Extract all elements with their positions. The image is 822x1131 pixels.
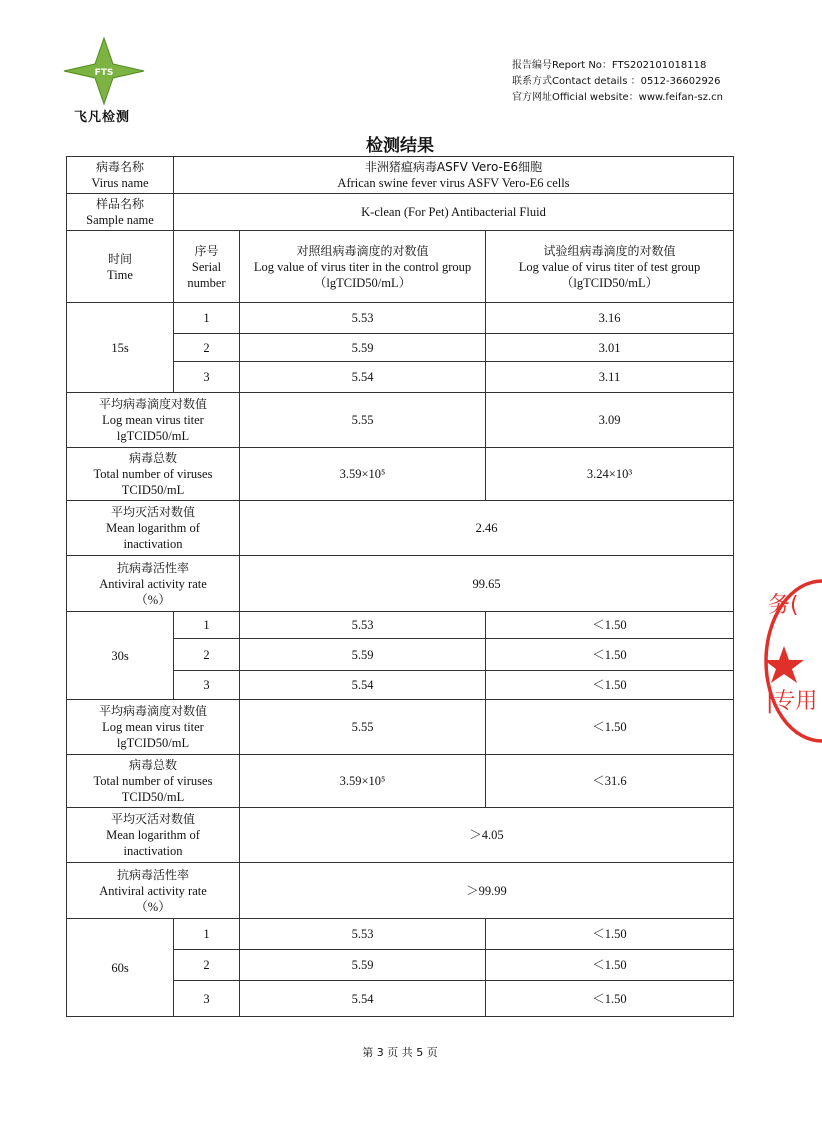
rate-label-en: Antiviral activity rate: [99, 576, 207, 591]
rate-label-unit: （%）: [135, 592, 171, 607]
mean-titer-label-cn: 平均病毒滴度对数值: [98, 704, 207, 718]
activity-rate-row: [67, 556, 734, 612]
time-cell: 30s: [67, 612, 174, 700]
serial-cell: 1: [174, 919, 240, 950]
logo-text: FTS: [94, 68, 114, 78]
mean-inact-label-cn: 平均灭活对数值: [110, 812, 195, 826]
sample-label-en: Sample name: [86, 213, 154, 227]
virus-label-cn: 病毒名称: [95, 160, 144, 174]
rate-label-cn: 抗病毒活性率: [116, 867, 189, 882]
time-cell: 60s: [67, 919, 174, 1017]
mean-inact-label-en2: inactivation: [123, 537, 183, 551]
serial-cell: 2: [174, 950, 240, 981]
mean-inact-label-cn: 平均灭活对数值: [110, 505, 195, 519]
test-header-cn: 试验组病毒滴度的对数值: [543, 243, 676, 258]
mean-inactivation-value: 2.46: [240, 501, 734, 556]
mean-test-cell: ＜1.50: [486, 700, 734, 755]
control-value-cell: 5.53: [240, 612, 486, 639]
total-label-cn: 病毒总数: [128, 451, 177, 465]
test-value-cell: 3.01: [486, 334, 734, 362]
total-test-cell: ＜31.6: [486, 755, 734, 808]
table-row: [67, 919, 734, 950]
company-logo: [64, 36, 154, 106]
mean-titer-row: [67, 393, 734, 448]
total-control-cell: 3.59×10⁵: [240, 755, 486, 808]
seal-stamp-icon: [762, 578, 822, 744]
sample-label-cell: [67, 194, 174, 231]
mean-titer-row: [67, 700, 734, 755]
test-header-unit: （lgTCID50/mL）: [560, 275, 659, 290]
serial-cell: 1: [174, 612, 240, 639]
time-header-en: Time: [107, 267, 133, 282]
mean-inactivation-value: ＞4.05: [240, 808, 734, 863]
activity-rate-label: [67, 863, 240, 919]
control-value-cell: 5.53: [240, 919, 486, 950]
header-info: [512, 58, 723, 106]
mean-control-cell: 5.55: [240, 393, 486, 448]
serial-header-cn: 序号: [194, 243, 219, 258]
test-value-cell: ＜1.50: [486, 950, 734, 981]
activity-rate-label: [67, 556, 240, 612]
total-test-cell: 3.24×10³: [486, 448, 734, 501]
control-header-unit: （lgTCID50/mL）: [313, 275, 412, 290]
serial-header-en1: Serial: [191, 259, 222, 274]
company-name: 飞凡检测: [74, 110, 131, 125]
serial-cell: 2: [174, 334, 240, 362]
virus-value-en: African swine fever virus ASFV Vero-E6 cells: [337, 176, 570, 190]
test-value-cell: 3.16: [486, 303, 734, 334]
rate-label-unit: （%）: [135, 899, 171, 914]
sample-label-cn: 样品名称: [95, 197, 144, 211]
mean-titer-label-en: Log mean virus titer: [102, 413, 204, 427]
total-label-unit: TCID50/mL: [121, 790, 185, 804]
page-number: 第 3 页 共 5 页: [362, 1046, 438, 1059]
test-value-cell: 3.11: [486, 362, 734, 393]
mean-inactivation-row: [67, 501, 734, 556]
table-row: [67, 612, 734, 639]
serial-header-en2: number: [187, 275, 226, 290]
mean-inact-label-en1: Mean logarithm of: [106, 521, 200, 535]
sample-name-row: [67, 194, 734, 231]
control-header: [240, 231, 486, 303]
report-number: 报告编号Report No：FTS202101018118: [512, 60, 707, 71]
official-stamp: [762, 578, 822, 744]
column-header-row: [67, 231, 734, 303]
svg-text:务(: 务(: [768, 593, 799, 618]
mean-titer-label-en: Log mean virus titer: [102, 720, 204, 734]
control-header-cn: 对照组病毒滴度的对数值: [296, 243, 429, 258]
rate-label-cn: 抗病毒活性率: [116, 560, 189, 575]
activity-rate-row: [67, 863, 734, 919]
total-label-cn: 病毒总数: [128, 758, 177, 772]
mean-inactivation-label: [67, 501, 240, 556]
test-value-cell: ＜1.50: [486, 981, 734, 1017]
mean-test-cell: 3.09: [486, 393, 734, 448]
official-website: 官方网址Official website：www.feifan-sz.cn: [512, 92, 723, 103]
time-header-cn: 时间: [107, 251, 132, 266]
star-logo-icon: [64, 36, 154, 106]
total-label-en: Total number of viruses: [93, 774, 213, 788]
results-table: [66, 156, 734, 1017]
control-value-cell: 5.59: [240, 950, 486, 981]
activity-rate-value: 99.65: [240, 556, 734, 612]
total-viruses-label: [67, 755, 240, 808]
test-header: [486, 231, 734, 303]
total-label-unit: TCID50/mL: [121, 483, 185, 497]
test-value-cell: ＜1.50: [486, 671, 734, 700]
sample-value-cell: K-clean (For Pet) Antibacterial Fluid: [174, 194, 734, 231]
mean-titer-label: [67, 393, 240, 448]
total-control-cell: 3.59×10⁵: [240, 448, 486, 501]
serial-header: [174, 231, 240, 303]
mean-inact-label-en1: Mean logarithm of: [106, 828, 200, 842]
test-value-cell: ＜1.50: [486, 639, 734, 671]
mean-inactivation-label: [67, 808, 240, 863]
table-row: [67, 303, 734, 334]
serial-cell: 3: [174, 671, 240, 700]
serial-cell: 1: [174, 303, 240, 334]
control-value-cell: 5.54: [240, 671, 486, 700]
serial-cell: 3: [174, 362, 240, 393]
mean-titer-label-unit: lgTCID50/mL: [116, 736, 190, 750]
page-title: 检测结果: [366, 136, 434, 156]
control-value-cell: 5.54: [240, 362, 486, 393]
mean-control-cell: 5.55: [240, 700, 486, 755]
total-label-en: Total number of viruses: [93, 467, 213, 481]
test-value-cell: ＜1.50: [486, 612, 734, 639]
serial-cell: 3: [174, 981, 240, 1017]
virus-value-cell: [174, 157, 734, 194]
virus-label-en: Virus name: [91, 176, 149, 190]
mean-inact-label-en2: inactivation: [123, 844, 183, 858]
virus-value-cn: 非洲猪瘟病毒ASFV Vero-E6细胞: [364, 160, 543, 174]
mean-inactivation-row: [67, 808, 734, 863]
time-header: [67, 231, 174, 303]
test-header-en: Log value of virus titer of test group: [518, 259, 701, 274]
mean-titer-label-cn: 平均病毒滴度对数值: [98, 397, 207, 411]
test-value-cell: ＜1.50: [486, 919, 734, 950]
control-value-cell: 5.53: [240, 303, 486, 334]
total-viruses-row: [67, 755, 734, 808]
activity-rate-value: ＞99.99: [240, 863, 734, 919]
control-header-en: Log value of virus titer in the control group: [253, 259, 472, 274]
virus-name-row: [67, 157, 734, 194]
total-viruses-label: [67, 448, 240, 501]
time-cell: 15s: [67, 303, 174, 393]
control-value-cell: 5.59: [240, 334, 486, 362]
control-value-cell: 5.59: [240, 639, 486, 671]
control-value-cell: 5.54: [240, 981, 486, 1017]
rate-label-en: Antiviral activity rate: [99, 883, 207, 898]
serial-cell: 2: [174, 639, 240, 671]
mean-titer-label-unit: lgTCID50/mL: [116, 429, 190, 443]
virus-label-cell: [67, 157, 174, 194]
total-viruses-row: [67, 448, 734, 501]
svg-text:|专用: |专用: [766, 689, 818, 714]
mean-titer-label: [67, 700, 240, 755]
contact-details: 联系方式Contact details ：0512-36602926: [512, 76, 721, 87]
